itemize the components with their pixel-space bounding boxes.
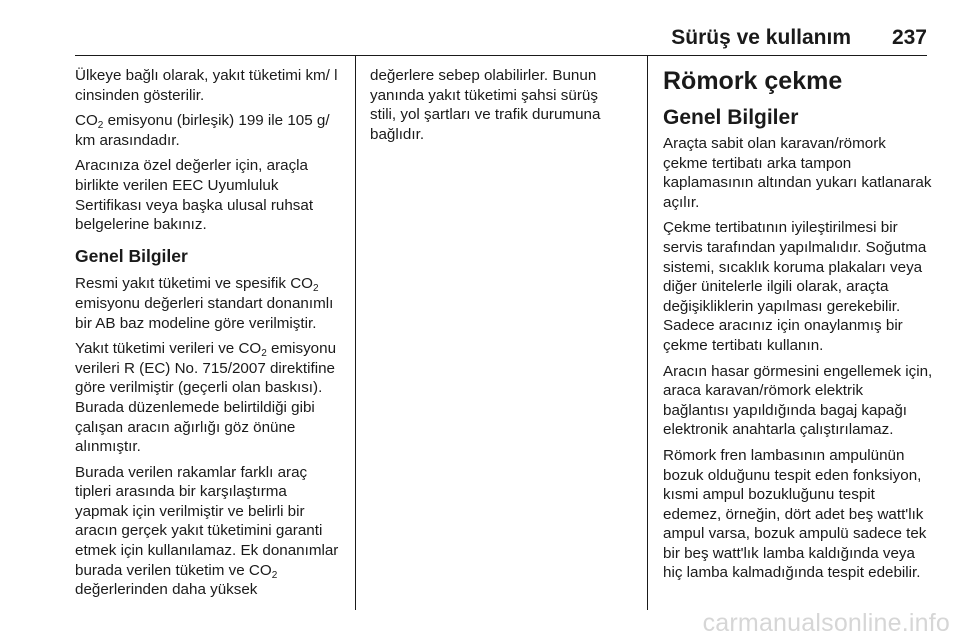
- paragraph-continuation: değerlere sebep olabilirler. Bunun yanında yakıt tüketimi şahsi sürüş stili, yol şartları ve trafik durumuna bağlıdır.: [370, 67, 601, 143]
- paragraph-towbar-service: Çekme tertibatının iyileştirilmesi bir servis tarafından yapılmalıdır. Soğutma sistemi, sıcaklık koruma plakaları veya diğer ünitelerle ilgili olarak, araçta değişikliklerin yapılması gerekebilir. Sadece aracınız için onaylanmış bir çekme tertibatı kullanın.: [663, 219, 927, 354]
- paragraph-consumption-units: Ülkeye bağlı olarak, yakıt tüketimi km/ l cinsinden gösterilir.: [75, 67, 338, 104]
- column-2: [370, 66, 622, 150]
- column-divider-2: [647, 56, 648, 610]
- column-divider-1: [355, 56, 356, 610]
- watermark-text: carmanualsonline.info: [702, 609, 950, 637]
- paragraph-comparison: Burada verilen rakamlar farklı araç tipleri arasında bir karşılaştırma yapmak için verilmiştir ve belirli bir aracın gerçek yakıt tüketimini garanti etmek için kullanılamaz. Ek donanımlar burada verilen tüketim ve $CO_2$ değerlerinden daha yüksek: [75, 463, 339, 599]
- page-header: [75, 22, 927, 56]
- paragraph-regulation: Yakıt tüketimi verileri ve $CO_2$ emisyonu verileri R (EC) No. 715/2007 direktifine göre verilmiştir (geçerli olan baskısı). Burada düzenlemede belirtildiği gibi çalışan aracın ağırlığı göz önüne alınmıştır.: [75, 340, 337, 456]
- paragraph-electric-connection: Aracın hasar görmesini engellemek için, araca karavan/römork elektrik bağlantısı yapıldığında bagaj kapağı elektronik anahtarla çalıştırılamaz.: [663, 362, 933, 439]
- heading-general-info: Genel Bilgiler: [75, 245, 188, 266]
- heading-towing: Römork çekme: [663, 67, 843, 95]
- column-1: [75, 66, 343, 606]
- paragraph-certificate: Aracınıza özel değerler için, araçla birlikte verilen EEC Uyumluluk Sertifikası veya başka ulusal ruhsat belgelerine bakınız.: [75, 157, 314, 234]
- header-divider: [75, 55, 927, 56]
- paragraph-brake-lamp: Römork fren lambasının ampulünün bozuk olduğunu tespit eden fonksiyon, kısmi ampul bozukluğunu tespit edemez, örneğin, dört adet beş watt'lık ampul varsa, bozuk ampulü sadece tek bir beş watt'lık lamba kaldığında veya hiç lamba kalmadığında tespit edebilir.: [663, 446, 927, 582]
- paragraph-official-values: Resmi yakıt tüketimi ve spesifik $CO_2$ emisyonu değerleri standart donanımlı bir AB baz modeline göre verilmiştir.: [75, 275, 334, 332]
- paragraph-co2-range: $CO_2$ emisyonu (birleşik) 199 ile 105 g/ km arasındadır.: [75, 112, 330, 149]
- section-title: Sürüş ve kullanım: [671, 26, 851, 49]
- page-number: 237: [891, 26, 927, 49]
- paragraph-towbar-fold: Araçta sabit olan karavan/römork çekme tertibatı arka tampon kaplamasının altından yukarı katlanarak açılır.: [663, 135, 932, 211]
- subheading-general-info: Genel Bilgiler: [663, 106, 799, 129]
- column-3: [663, 66, 933, 589]
